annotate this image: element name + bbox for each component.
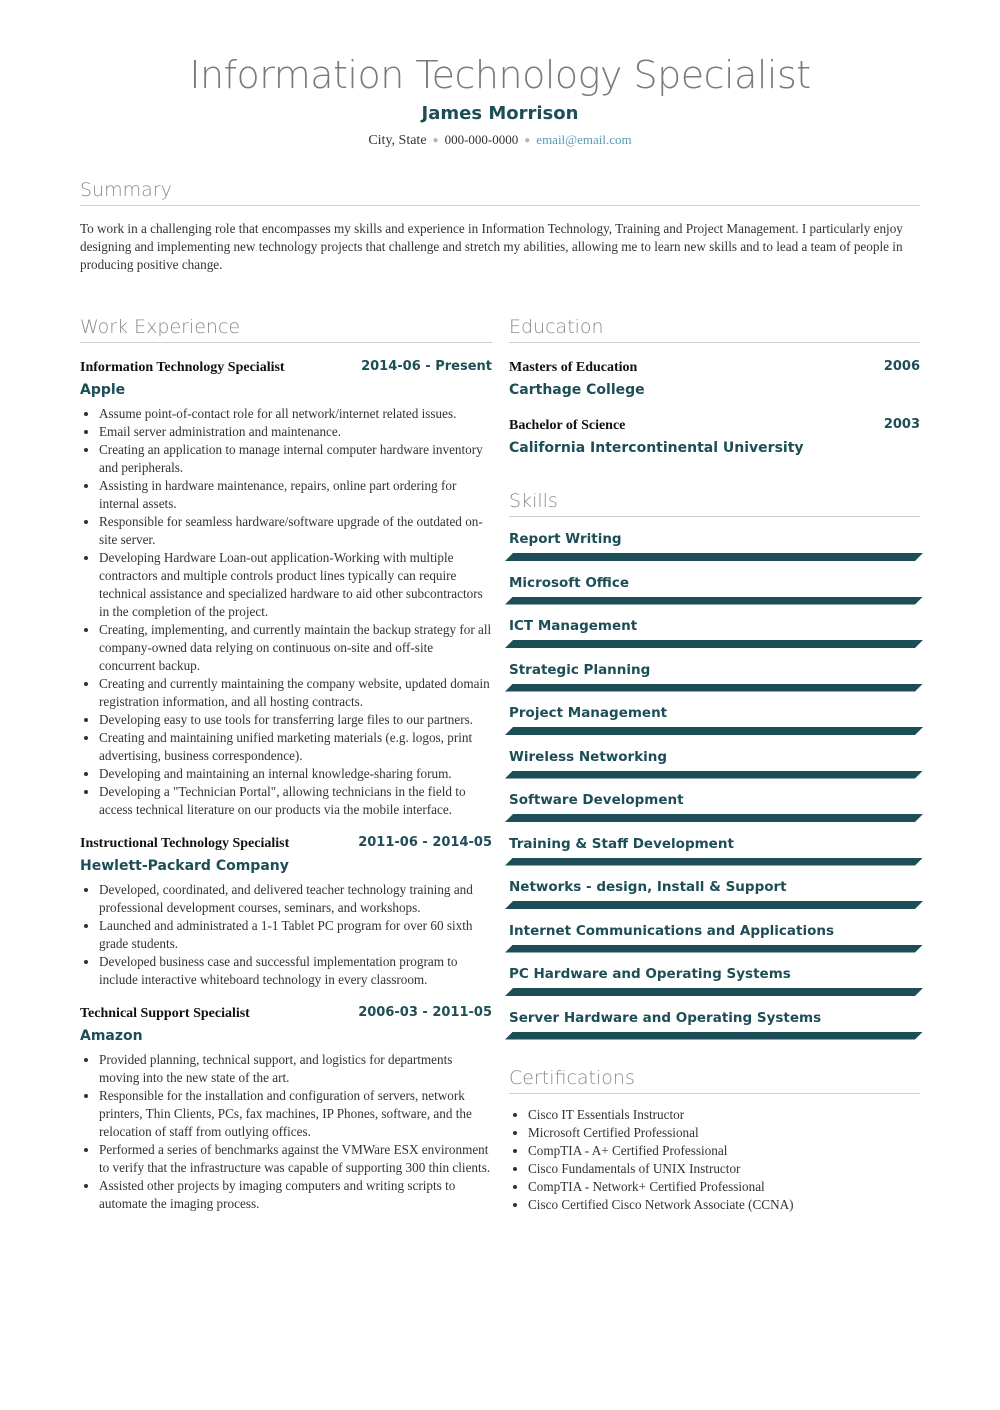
certification-item: • CompTIA - A+ Certified Professional [528,1142,920,1160]
certification-item: • Microsoft Certified Professional [528,1124,920,1142]
education-header [509,415,920,437]
job-responsibilities [80,881,492,989]
work-experience-section [80,315,492,1213]
separator-dot-icon: ● [524,135,531,146]
job-title: Information Technology Specialist [80,360,285,375]
skill-item [509,648,920,692]
certification-item: • Cisco Fundamentals of UNIX Instructor [528,1160,920,1178]
certifications-section [509,1066,920,1214]
list-item: • Developed, coordinated, and delivered teacher technology training and professional development courses, seminars, and workshops. [99,881,492,917]
skill-item [509,778,920,822]
list-item: • Developed business case and successful implementation program to include interactive whiteboard technology in every classroom. [99,953,492,989]
list-item: • Assisted other projects by imaging computers and writing scripts to automate the imaging process. [99,1177,492,1213]
skill-item [509,996,920,1040]
list-item: • Responsible for the installation and configuration of servers, network printers, Thin Clients, PCs, fax machines, IP Phones, software, and the relocation of staff from outlying offices. [99,1087,492,1141]
skill-item [509,822,920,866]
job-list [80,357,492,1213]
education-heading: Education [509,315,920,343]
company-name: Amazon [80,1028,143,1044]
skill-item [509,735,920,779]
list-item: • Developing easy to use tools for transferring large files to our partners. [99,711,492,729]
work-experience-heading: Work Experience [80,315,492,343]
skill-name: ICT Management [509,618,638,634]
job-entry [80,1003,492,1213]
education-list [509,357,920,459]
school-name: Carthage College [509,382,645,398]
school-name: California Intercontinental University [509,440,804,456]
skill-level-bar [505,1032,923,1040]
summary-section [80,178,920,274]
skills-heading: Skills [509,489,920,517]
list-item: • Performed a series of benchmarks against the VMWare ESX environment to verify that the infrastructure was capable of supporting 300 thin clients. [99,1141,492,1177]
skill-item [509,604,920,648]
job-responsibilities [80,1051,492,1213]
degree: Masters of Education [509,360,638,375]
job-entry [80,357,492,819]
list-item: • Responsible for seamless hardware/software upgrade of the outdated on-site server. [99,513,492,549]
email-link[interactable]: email@email.com [536,132,632,147]
phone: 000-000-0000 [444,132,519,147]
summary-text: To work in a challenging role that encompasses my skills and experience in Information Technology, Training and Project Management. I particularly enjoy designing and implementing new technology projects that challenge and stretch my abilities, allowing me to learn new skills and to lead a team of people in producing positive change. [80,221,903,272]
certification-item: • Cisco IT Essentials Instructor [528,1106,920,1124]
job-responsibilities [80,405,492,819]
skill-name: Microsoft Office [509,574,630,591]
education-header [509,357,920,379]
job-header [80,1003,492,1025]
list-item: • Developing Hardware Loan-out application-Working with multiple contractors and multiple controls product lines typically can require technical assistance and specialized hardware to aid other subcontractors in the completion of the project. [99,549,492,621]
summary-heading: Summary [80,178,920,206]
list-item: • Creating an application to manage internal computer hardware inventory and peripherals. [99,441,492,477]
job-dates: 2014-06 - Present [361,359,492,374]
job-dates: 2011-06 - 2014-05 [358,835,492,850]
candidate-name: James Morrison [421,103,579,124]
location: City, State [368,133,427,148]
list-item: • Creating and currently maintaining the company website, updated domain registration information, and all hosting contracts. [99,675,492,711]
skill-item [509,561,920,605]
separator-dot-icon: ● [432,135,439,146]
job-entry [80,833,492,989]
resume-title: Information Technology Specialist [189,53,811,97]
list-item: • Provided planning, technical support, and logistics for departments moving into the new state of the art. [99,1051,492,1087]
skill-item [509,865,920,909]
company-name: Apple [80,382,126,398]
skill-item [509,691,920,735]
job-dates: 2006-03 - 2011-05 [358,1005,492,1020]
skill-name: Training & Staff Development [509,835,734,852]
list-item: • Assume point-of-contact role for all network/internet related issues. [99,405,492,423]
graduation-year: 2003 [883,417,920,432]
certification-item: • Cisco Certified Cisco Network Associate (CCNA) [528,1196,920,1214]
job-title: Technical Support Specialist [80,1006,250,1021]
job-header [80,833,492,855]
list-item: • Developing a "Technician Portal", allowing technicians in the field to access technical literature on our products via the mobile interface. [99,783,492,819]
education-section [509,315,920,459]
skill-name: Report Writing [509,531,622,547]
skill-name: Internet Communications and Applications [509,922,835,939]
company-name: Hewlett-Packard Company [80,858,289,874]
skill-name: Server Hardware and Operating Systems [509,1009,822,1026]
education-entry [509,415,920,459]
list-item: • Launched and administrated a 1-1 Tablet PC program for over 60 sixth grade students. [99,917,492,953]
graduation-year: 2006 [883,359,920,374]
skill-name: Wireless Networking [509,748,668,765]
skill-item [509,952,920,996]
resume-page [80,0,920,1212]
right-column [509,315,920,1214]
job-header [80,357,492,379]
list-item: • Creating and maintaining unified marketing materials (e.g. logos, print advertising, business correspondence). [99,729,492,765]
certification-item: • CompTIA - Network+ Certified Professional [528,1178,920,1196]
list-item: • Assisting in hardware maintenance, repairs, online part ordering for internal assets. [99,477,492,513]
certifications-list [509,1106,920,1214]
list-item: • Developing and maintaining an internal knowledge-sharing forum. [99,765,492,783]
skill-name: Project Management [509,705,668,721]
skill-name: Software Development [509,792,684,808]
education-entry [509,357,920,401]
skill-name: PC Hardware and Operating Systems [509,966,791,982]
certifications-heading: Certifications [509,1066,920,1094]
degree: Bachelor of Science [509,418,626,433]
skill-item [509,909,920,953]
skills-section [509,489,920,1039]
skill-item [509,517,920,561]
skill-name: Networks - design, Install & Support [509,879,787,895]
resume-header [80,0,920,151]
job-title: Instructional Technology Specialist [80,836,290,851]
list-item: • Creating, implementing, and currently maintain the backup strategy for all company-owned data relying on continuous on-site and off-site concurrent backup. [99,621,492,675]
skill-name: Strategic Planning [509,661,651,678]
list-item: • Email server administration and maintenance. [99,423,492,441]
skills-list [509,517,920,1039]
contact-line [80,130,920,151]
